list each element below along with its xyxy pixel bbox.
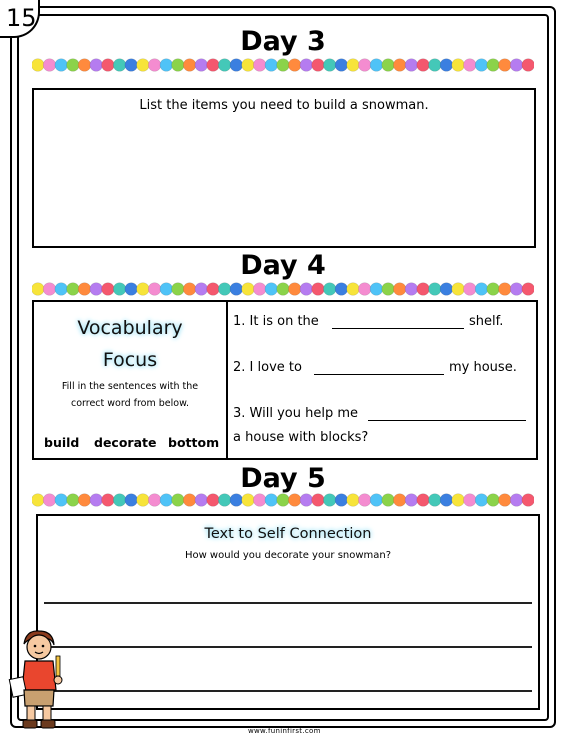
day3-answer-box[interactable] — [32, 88, 536, 248]
decorative-dot — [148, 59, 161, 72]
decorative-dot — [335, 494, 348, 507]
decorative-dot — [137, 283, 150, 296]
decorative-dot — [405, 494, 418, 507]
decorative-dot — [113, 494, 126, 507]
decorative-dot — [487, 283, 500, 296]
sentence-1-blank[interactable] — [332, 316, 464, 329]
decorative-dot — [347, 494, 360, 507]
decorative-dot — [230, 494, 243, 507]
decorative-dot — [137, 494, 150, 507]
sentence-2-start: 2. I love to — [233, 360, 302, 375]
decorative-dot — [265, 59, 278, 72]
decorative-dot — [125, 59, 138, 72]
decorative-dot — [90, 283, 103, 296]
decorative-dot — [32, 283, 44, 296]
vocabulary-title-2: Focus — [102, 349, 158, 371]
decorative-dot — [382, 283, 395, 296]
decorative-dot — [429, 59, 442, 72]
decorative-dot — [55, 59, 68, 72]
decorative-dot — [172, 283, 185, 296]
sentence-1-end: shelf. — [469, 314, 504, 329]
decorative-dot — [43, 59, 56, 72]
sentence-3-blank[interactable] — [368, 408, 526, 421]
decorative-dot — [312, 494, 325, 507]
decorative-dot — [113, 59, 126, 72]
decorative-dot — [277, 59, 290, 72]
writing-line-2[interactable] — [44, 646, 532, 648]
decorative-dot — [464, 283, 477, 296]
decorative-dot — [125, 494, 138, 507]
decorative-dot — [452, 283, 465, 296]
decorative-dot — [300, 283, 313, 296]
vocabulary-title-1: Vocabulary — [77, 317, 183, 339]
decorative-dot — [429, 283, 442, 296]
dot-divider — [32, 281, 534, 297]
decorative-dot — [230, 59, 243, 72]
decorative-dot — [323, 494, 336, 507]
decorative-dot — [55, 494, 68, 507]
day4-box — [32, 300, 538, 460]
decorative-dot — [253, 59, 266, 72]
decorative-dot — [172, 494, 185, 507]
decorative-dot — [102, 59, 115, 72]
writing-line-3[interactable] — [44, 690, 532, 692]
dot-divider — [32, 492, 534, 508]
decorative-dot — [358, 494, 371, 507]
decorative-dot — [78, 59, 91, 72]
sentence-2-end: my house. — [449, 360, 517, 375]
decorative-dot — [440, 494, 453, 507]
decorative-dot — [277, 283, 290, 296]
vocab-word: build — [44, 435, 80, 450]
decorative-dot — [242, 494, 255, 507]
decorative-dot — [405, 59, 418, 72]
decorative-dot — [405, 283, 418, 296]
decorative-dot — [417, 283, 430, 296]
decorative-dot — [78, 494, 91, 507]
decorative-dot — [253, 283, 266, 296]
decorative-dot — [195, 494, 208, 507]
decorative-dot — [125, 283, 138, 296]
decorative-dot — [242, 283, 255, 296]
decorative-dot — [288, 59, 301, 72]
decorative-dot — [242, 59, 255, 72]
decorative-dot — [67, 494, 80, 507]
text-to-self-title: Text to Self Connection — [204, 526, 372, 542]
sentence-1-start: 1. It is on the — [233, 314, 319, 329]
writing-line-1[interactable] — [44, 602, 532, 604]
page-number: 15 — [0, 0, 40, 38]
decorative-dot — [522, 494, 534, 507]
decorative-dot — [335, 283, 348, 296]
decorative-dot — [160, 59, 173, 72]
decorative-dot — [207, 494, 220, 507]
decorative-dot — [102, 494, 115, 507]
decorative-dot — [195, 59, 208, 72]
decorative-dot — [452, 59, 465, 72]
decorative-dot — [230, 283, 243, 296]
decorative-dot — [148, 494, 161, 507]
day5-box — [36, 514, 540, 710]
decorative-dot — [429, 494, 442, 507]
decorative-dot — [464, 59, 477, 72]
day5-prompt: How would you decorate your snowman? — [184, 550, 392, 561]
vocab-word: decorate — [94, 435, 157, 450]
decorative-dot — [277, 494, 290, 507]
vocab-word: bottom — [168, 435, 220, 450]
decorative-dot — [347, 283, 360, 296]
decorative-dot — [358, 59, 371, 72]
decorative-dot — [102, 283, 115, 296]
decorative-dot — [393, 59, 406, 72]
decorative-dot — [358, 283, 371, 296]
decorative-dot — [393, 283, 406, 296]
decorative-dot — [43, 283, 56, 296]
decorative-dot — [370, 59, 383, 72]
decorative-dot — [440, 283, 453, 296]
decorative-dot — [370, 283, 383, 296]
decorative-dot — [172, 59, 185, 72]
decorative-dot — [137, 59, 150, 72]
decorative-dot — [32, 59, 44, 72]
decorative-dot — [323, 283, 336, 296]
decorative-dot — [522, 283, 534, 296]
decorative-dot — [195, 283, 208, 296]
decorative-dot — [335, 59, 348, 72]
decorative-dot — [55, 283, 68, 296]
decorative-dot — [487, 59, 500, 72]
footer-url: www.funinfirst.com — [248, 727, 321, 735]
decorative-dot — [499, 283, 512, 296]
decorative-dot — [43, 494, 56, 507]
kid-illustration — [8, 628, 70, 732]
decorative-dot — [510, 59, 523, 72]
decorative-dot — [183, 59, 196, 72]
decorative-dot — [207, 283, 220, 296]
decorative-dot — [207, 59, 220, 72]
decorative-dot — [288, 494, 301, 507]
decorative-dot — [32, 494, 44, 507]
vocabulary-instructions-1: Fill in the sentences with the — [61, 381, 199, 392]
decorative-dot — [382, 59, 395, 72]
decorative-dot — [499, 494, 512, 507]
decorative-dot — [417, 494, 430, 507]
decorative-dot — [265, 494, 278, 507]
decorative-dot — [522, 59, 534, 72]
decorative-dot — [452, 494, 465, 507]
sentence-2-blank[interactable] — [314, 362, 444, 375]
day3-title: Day 3 — [240, 26, 326, 57]
decorative-dot — [300, 59, 313, 72]
decorative-dot — [90, 494, 103, 507]
decorative-dot — [487, 494, 500, 507]
decorative-dot — [218, 59, 231, 72]
decorative-dot — [67, 59, 80, 72]
decorative-dot — [370, 494, 383, 507]
decorative-dot — [312, 59, 325, 72]
decorative-dot — [382, 494, 395, 507]
day4-title: Day 4 — [240, 250, 326, 281]
decorative-dot — [323, 59, 336, 72]
day5-title: Day 5 — [240, 463, 326, 494]
decorative-dot — [183, 494, 196, 507]
decorative-dot — [288, 283, 301, 296]
decorative-dot — [499, 59, 512, 72]
decorative-dot — [440, 59, 453, 72]
decorative-dot — [464, 494, 477, 507]
decorative-dot — [253, 494, 266, 507]
decorative-dot — [113, 283, 126, 296]
decorative-dot — [393, 494, 406, 507]
decorative-dot — [312, 283, 325, 296]
decorative-dot — [417, 59, 430, 72]
decorative-dot — [148, 283, 161, 296]
decorative-dot — [510, 494, 523, 507]
decorative-dot — [78, 283, 91, 296]
decorative-dot — [218, 494, 231, 507]
dot-divider — [32, 57, 534, 73]
vocabulary-instructions-2: correct word from below. — [70, 398, 190, 409]
decorative-dot — [160, 283, 173, 296]
decorative-dot — [475, 59, 488, 72]
decorative-dot — [510, 283, 523, 296]
day3-prompt: List the items you need to build a snowman. — [139, 98, 429, 113]
decorative-dot — [183, 283, 196, 296]
decorative-dot — [218, 283, 231, 296]
decorative-dot — [347, 59, 360, 72]
sentence-3-line2: a house with blocks? — [233, 430, 369, 445]
vocabulary-panel — [34, 302, 228, 458]
decorative-dot — [265, 283, 278, 296]
decorative-dot — [67, 283, 80, 296]
decorative-dot — [90, 59, 103, 72]
decorative-dot — [475, 494, 488, 507]
decorative-dot — [475, 283, 488, 296]
decorative-dot — [300, 494, 313, 507]
decorative-dot — [160, 494, 173, 507]
sentence-3-start: 3. Will you help me — [233, 406, 358, 421]
